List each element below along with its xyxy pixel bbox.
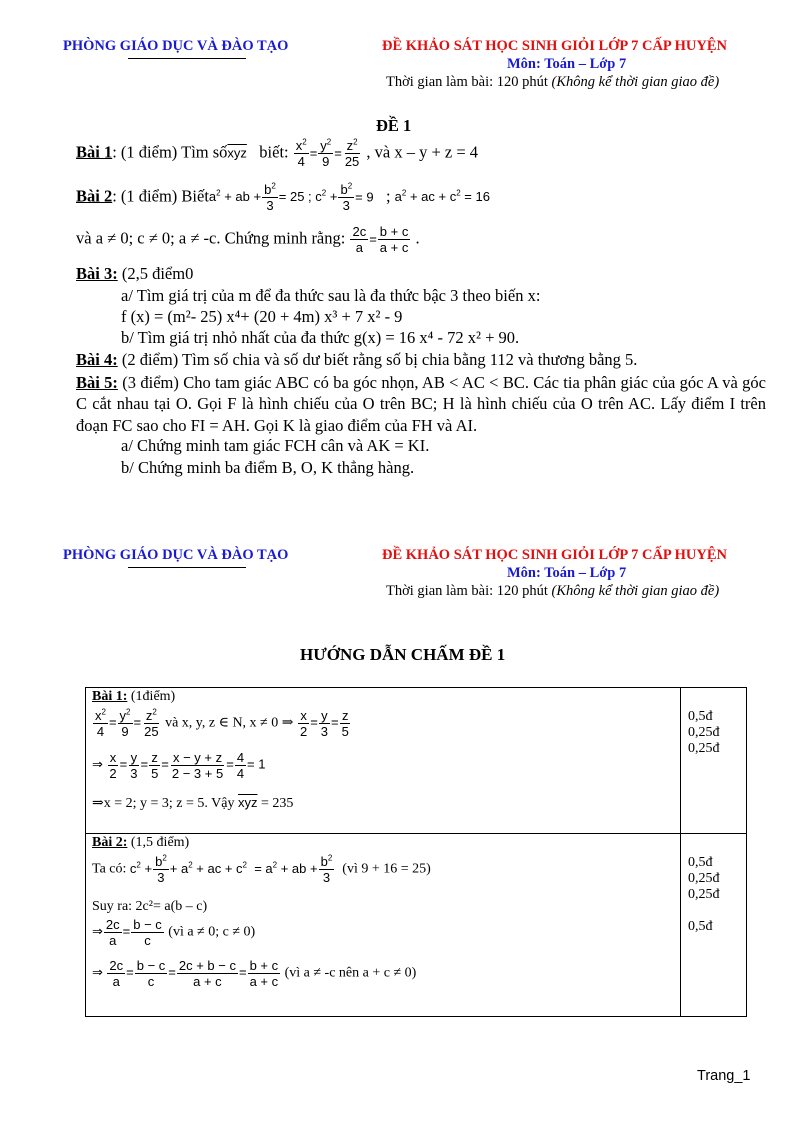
table-row-divider [85,833,747,834]
exam-subject-2: Môn: Toán – Lớp 7 [507,565,627,581]
page-footer: Trang_1 [697,1068,751,1084]
table-divider [680,687,681,1017]
section-title-2: HƯỚNG DẪN CHẤM ĐỀ 1 [300,645,506,664]
problem-5: Bài 5: (3 điểm) Cho tam giác ABC có ba góc nhọn, AB < AC < BC. Các tia phân giác của góc A và góc C cắt nhau tại O. Gọi F là hình chiếu của O trên BC; H là hình chiếu của O trên AC. Lấy điểm I trên đoạn FC sao cho FI = AH. Gọi K là giao điểm của FH và AI. [76,373,766,435]
answer-2-line4: ⇒ $\frac{2c}{a}$ = $\frac{b - c}{c}$ = $\frac{2c + b - c}{a + c}$ = $\frac{b + c}{a + c}$ (vì a ≠ -c nên a + c ≠ 0) [92,958,417,989]
dept-name-2: PHÒNG GIÁO DỤC VÀ ĐÀO TẠO [63,547,289,563]
problem-3b: b/ Tìm giá trị nhỏ nhất của đa thức g(x) = 16 x⁴ - 72 x² + 90. [121,328,520,347]
problem-4: Bài 4: (2 điểm) Tìm số chia và số dư biết rằng số bị chia bằng 112 và thương bằng 5. [76,350,638,369]
answer-1-points: 0,5đ 0,25đ 0,25đ [688,709,720,756]
problem-2: Bài 2: (1 điểm) Biếta$^2$ + ab + $\frac{b^2}{3}$ = 25 ; $c^2$ + $\frac{b^2}{3}$ = 9 ; $a^2$ + ac + $c^2 = 16$ [76,181,490,213]
dept-name: PHÒNG GIÁO DỤC VÀ ĐÀO TẠO [63,38,289,54]
answer-1-head: Bài 1: (1điểm) [92,689,176,704]
problem-5a: a/ Chứng minh tam giác FCH cân và AK = KI. [121,436,430,455]
answer-2-line1: Ta có: $c^2$ + $\frac{b^2}{3}$ + $a^2$ + ac + $c^2 = a^2$ + ab + $\frac{b^2}{3}$ (vì 9 + 16 = 25) [92,853,431,885]
answer-2-line3: ⇒ $\frac{2c}{a}$ = $\frac{b - c}{c}$ (vì a ≠ 0; c ≠ 0) [92,917,256,948]
problem-2-line2: và a ≠ 0; c ≠ 0; a ≠ -c. Chứng minh rằng: $\frac{2c}{a}$ = $\frac{b + c}{a + c}$ . [76,224,420,255]
problem-3-poly: f (x) = (m²- 25) x⁴+ (20 + 4m) x³ + 7 x² - 9 [121,307,403,326]
answer-2-line2: Suy ra: 2c²= a(b – c) [92,899,208,914]
problem-3: Bài 3: (2,5 điểm0 [76,264,194,283]
answer-1-line3: ⇒x = 2; y = 3; z = 5. Vậy $\overline{xyz} = 235$ [92,795,294,811]
problem-1: Bài 1: (1 điểm) Tìm $số\overline{xyz}$ biết: $\frac{x^2}{4}$ = $\frac{y^2}{9}$ = $\frac{z^2}{25}$ , và x – y + z = 4 [76,137,479,169]
section-title-1: ĐỀ 1 [376,116,412,135]
exam-time: Thời gian làm bài: 120 phút (Không kể thời gian giao đề) [386,74,720,90]
problem-5b: b/ Chứng minh ba điểm B, O, K thẳng hàng. [121,458,415,477]
answer-2-points: 0,5đ 0,25đ 0,25đ 0,5đ [688,855,720,934]
exam-title: ĐỀ KHẢO SÁT HỌC SINH GIỎI LỚP 7 CẤP HUYỆN [382,38,727,54]
exam-time-2: Thời gian làm bài: 120 phút (Không kể thời gian giao đề) [386,583,720,599]
answer-1-line2: ⇒ $\frac{x}{2}$ = $\frac{y}{3}$ = $\frac{z}{5}$ = $\frac{x - y + z}{2 - 3 + 5}$ = $\frac{4}{4}$ = 1 [92,750,266,781]
dept-underline-2 [128,567,246,568]
problem-3a: a/ Tìm giá trị của m để đa thức sau là đa thức bậc 3 theo biến x: [121,286,541,305]
exam-title-2: ĐỀ KHẢO SÁT HỌC SINH GIỎI LỚP 7 CẤP HUYỆN [382,547,727,563]
answer-1-line1: $\frac{x^2}{4}$ = $\frac{y^2}{9}$ = $\frac{z^2}{25}$ và x, y, z ∈ N, x ≠ 0 ⇒ $\frac{x}{2}$ = $\frac{y}{3}$ = $\frac{z}{5}$ [95,707,349,739]
answer-2-head: Bài 2: (1,5 điểm) [92,835,190,850]
exam-subject: Môn: Toán – Lớp 7 [507,56,627,72]
dept-underline [128,58,246,59]
